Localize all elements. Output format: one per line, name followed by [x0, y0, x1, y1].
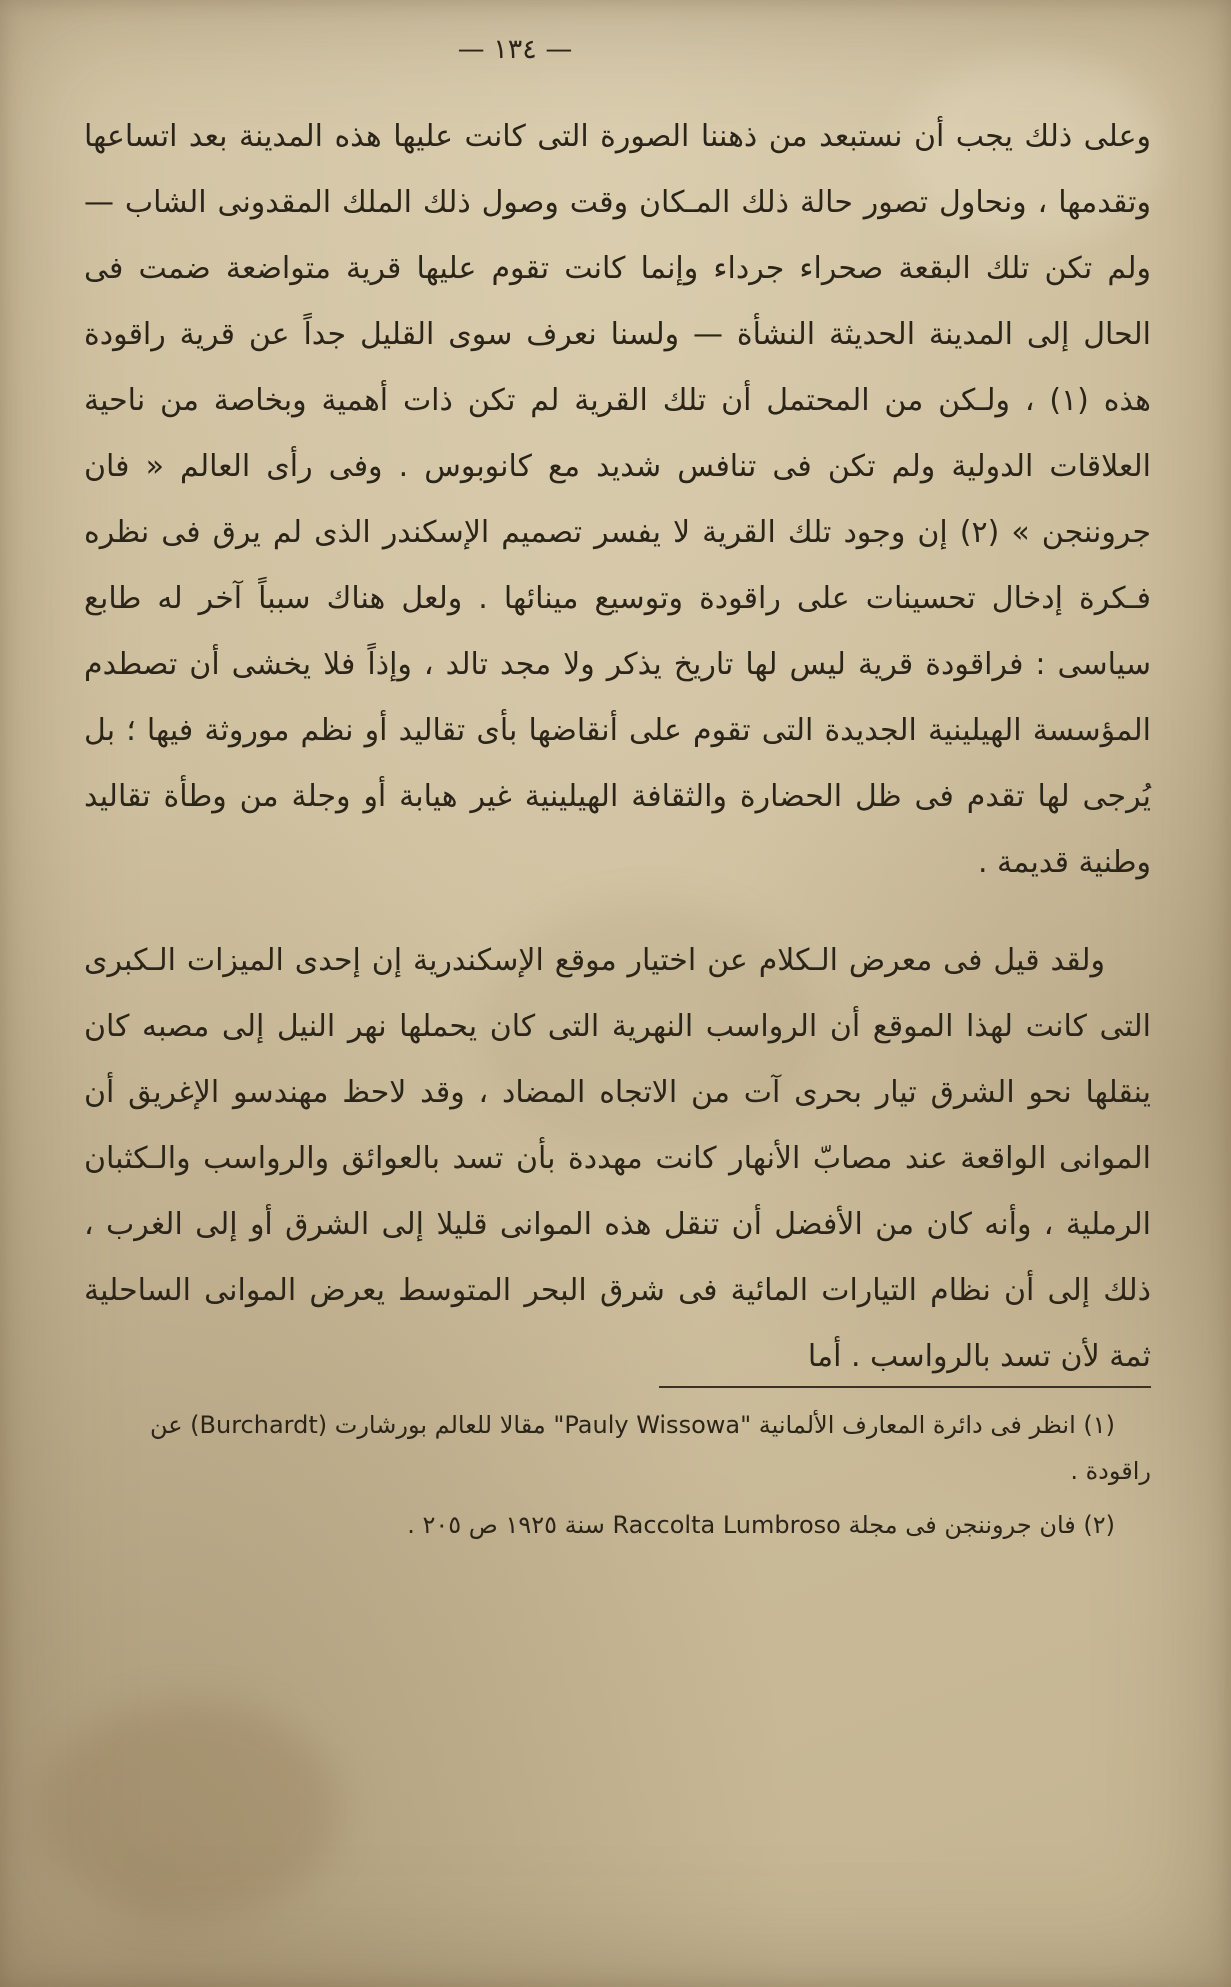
footnotes-section — [84, 1386, 1151, 1556]
footnote-divider — [659, 1386, 1151, 1388]
body-text — [84, 104, 1151, 1390]
paper-stain — [40, 1700, 340, 1920]
paragraph: ولقد قيل فى معرض الـكلام عن اختيار موقع الإسكندرية إن إحدى الميزات الـكبرى التى كانت لهذا الموقع أن الرواسب النهرية التى كان يحملها نهر النيل إلى مصبه كان ينقلها نحو الشرق تيار بحرى آت من الاتجاه المضاد ، وقد لاحظ مهندسو الإغريق أن الموانى الواقعة عند مصابّ الأنهار كانت مهددة بأن تسد بالعوائق والرواسب والـكثبان الرملية ، وأنه كان من الأفضل أن تنقل هذه الموانى قليلا إلى الشرق أو إلى الغرب ، ذلك إلى أن نظام التيارات المائية فى شرق البحر المتوسط يعرض الموانى الساحلية ثمة لأن تسد بالرواسب . أما — [84, 943, 1151, 1374]
paragraph: وعلى ذلك يجب أن نستبعد من ذهننا الصورة التى كانت عليها هذه المدينة بعد اتساعها وتقدمها ، ونحاول تصور حالة ذلك المـكان وقت وصول ذلك الملك المقدونى الشاب — ولم تكن تلك البقعة صحراء جرداء وإنما كانت تقوم عليها قرية متواضعة ضمت فى الحال إلى المدينة الحديثة النشأة — ولسنا نعرف سوى القليل جداً عن قرية راقودة هذه (١) ، ولـكن من المحتمل أن تلك القرية لم تكن ذات أهمية وبخاصة من ناحية العلاقات الدولية ولم تكن فى تنافس شديد مع كانوبوس . وفى رأى العالم « فان جروننجن » (٢) إن وجود تلك القرية لا يفسر تصميم الإسكندر الذى لم يرق فى نظره فـكرة إدخال تحسينات على راقودة وتوسيع مينائها . ولعل هناك سبباً آخر له طابع سياسى : فراقودة قرية ليس لها تاريخ يذكر ولا مجد تالد ، وإذاً فلا يخشى أن تصطدم المؤسسة الهيلينية الجديدة التى تقوم على أنقاضها بأى تقاليد أو نظم موروثة فيها ؛ بل يُرجى لها تقدم فى ظل الحضارة والثقافة الهيلينية غير هيابة أو وجلة من وطأة تقاليد وطنية قديمة . — [84, 119, 1151, 880]
footnote-item: (١) انظر فى دائرة المعارف الألمانية "Pauly Wissowa" مقالا للعالم بورشارت (Burchardt) عن راقودة . — [149, 1411, 1151, 1485]
page-number: — ١٣٤ — — [457, 34, 573, 65]
footnote-item: (٢) فان جروننجن فى مجلة Raccolta Lumbroso سنة ١٩٢٥ ص ٢٠٥ . — [407, 1511, 1115, 1539]
